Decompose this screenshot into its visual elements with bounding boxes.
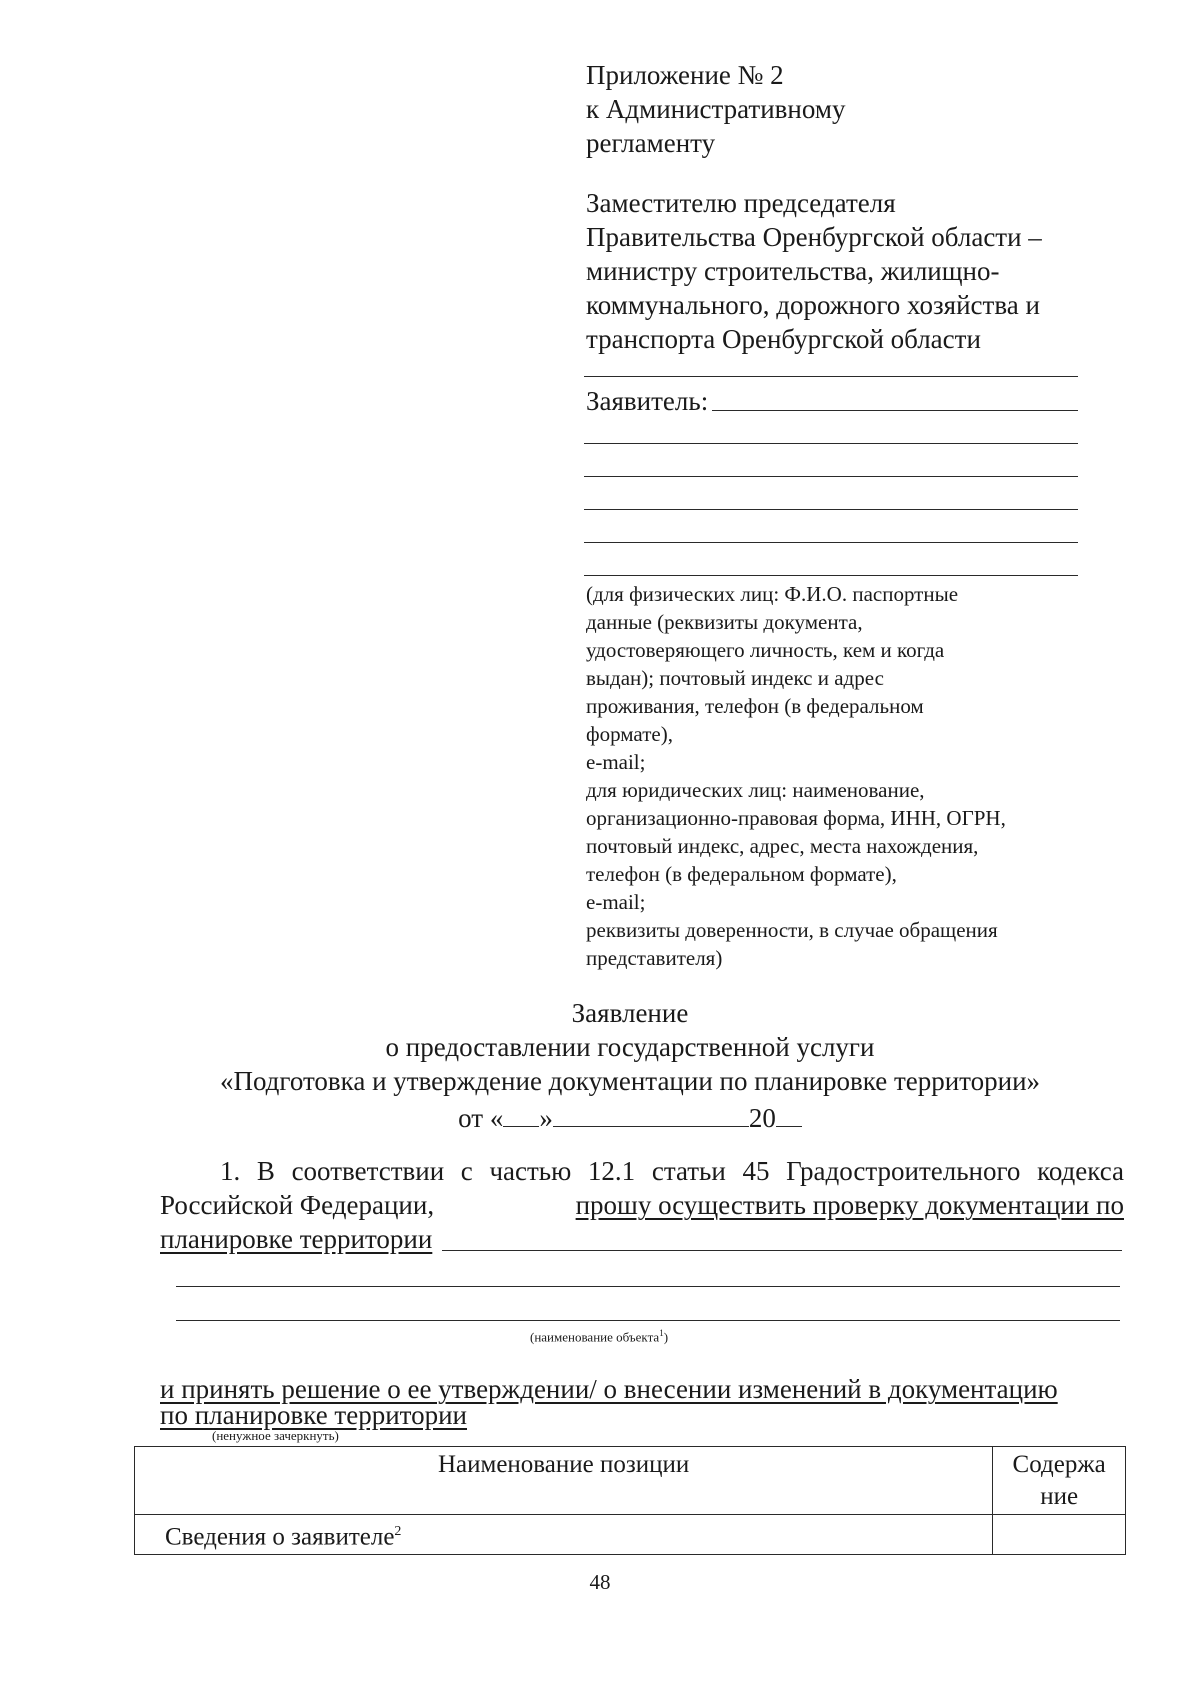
p1-underlined-text: прошу осуществить проверку документации по (575, 1190, 1124, 1220)
p1-underlined-text: планировке территории (160, 1224, 433, 1254)
object-field-line (442, 1250, 1122, 1251)
paragraph-1-line-3 (160, 1222, 432, 1256)
hint-line: представителя) (586, 946, 723, 970)
hint-line: телефон (в федеральном формате), (586, 862, 897, 886)
addressee-line: Правительства Оренбургской области – (586, 222, 1042, 252)
row-label-text: Сведения о заявителе (165, 1523, 395, 1551)
paragraph-2-line-2 (160, 1398, 467, 1432)
date-month-blank (553, 1098, 749, 1127)
applicant-field-line (584, 476, 1078, 477)
applicant-field-line (584, 575, 1078, 576)
hint-line: для юридических лиц: наименование, (586, 778, 925, 802)
paragraph-1-line-1: 1. В соответствии с частью 12.1 статьи 45 Градостроительного кодекса (220, 1156, 1124, 1186)
date-year: 20 (748, 1103, 776, 1133)
object-caption (530, 1328, 668, 1345)
appendix-line: к Административному (586, 94, 846, 124)
applicant-field-line (712, 410, 1078, 411)
date-day-blank (503, 1098, 539, 1127)
object-field-line (176, 1320, 1120, 1321)
addressee-line: коммунального, дорожного хозяйства и (586, 290, 1040, 320)
p2-line: по планировке территории (160, 1400, 468, 1430)
p2-line: и принять решение о ее утверждении/ о внесении изменений в документацию (160, 1374, 1058, 1404)
appendix-heading (586, 58, 845, 160)
p1-text: Российской Федерации, (160, 1190, 435, 1220)
title-line: «Подготовка и утверждение документации по планировке территории» (219, 1066, 1041, 1096)
col-header-content (993, 1447, 1126, 1515)
appendix-line: Приложение № 2 (586, 60, 784, 90)
applicant-hint (586, 580, 1006, 972)
addressee-line: транспорта Оренбургской области (586, 324, 981, 354)
strike-caption: (ненужное зачеркнуть) (212, 1428, 339, 1443)
object-caption-end: ) (663, 1329, 669, 1345)
paragraph-1-line-2 (160, 1188, 1124, 1222)
date-prefix: от « (458, 1103, 504, 1133)
hint-line: формате), (586, 722, 673, 746)
col-header-content-line: Содержа (1012, 1451, 1106, 1478)
applicant-field-line (584, 509, 1078, 510)
document-title (150, 996, 1110, 1135)
hint-line: удостоверяющего личность, кем и когда (586, 638, 945, 662)
table-row (135, 1515, 1126, 1555)
appendix-line: регламенту (586, 128, 716, 158)
hint-line: e-mail; (586, 750, 646, 774)
addressee-block (586, 186, 1042, 356)
title-date (150, 1098, 1110, 1135)
hint-line: (для физических лиц: Ф.И.О. паспортные (586, 582, 959, 606)
applicant-field-line (584, 542, 1078, 543)
col-header-content-line: ние (1040, 1483, 1079, 1510)
addressee-line: министру строительства, жилищно- (586, 256, 1000, 286)
applicant-label: Заявитель: (586, 386, 709, 416)
hint-line: данные (реквизиты документа, (586, 610, 863, 634)
title-line: о предоставлении государственной услуги (385, 1032, 875, 1062)
row-value (993, 1515, 1126, 1555)
hint-line: e-mail; (586, 890, 646, 914)
addressee-blank-line (584, 376, 1078, 377)
col-header-name: Наименование позиции (135, 1447, 993, 1515)
applicant-field-line (584, 443, 1078, 444)
hint-line: выдан); почтовый индекс и адрес (586, 666, 884, 690)
hint-line: проживания, телефон (в федеральном (586, 694, 924, 718)
table-header-row (135, 1447, 1126, 1515)
page-number: 48 (589, 1570, 611, 1594)
row-label (135, 1515, 993, 1555)
object-caption-text: (наименование объекта (530, 1329, 660, 1345)
hint-line: почтовый индекс, адрес, места нахождения, (586, 834, 979, 858)
position-table (134, 1446, 1126, 1555)
hint-line: реквизиты доверенности, в случае обращения (586, 918, 998, 942)
hint-line: организационно-правовая форма, ИНН, ОГРН, (586, 806, 1006, 830)
footnote-ref: 1 (659, 1328, 664, 1338)
object-field-line (176, 1286, 1120, 1287)
title-line: Заявление (571, 998, 689, 1028)
addressee-line: Заместителю председателя (586, 188, 896, 218)
date-mid: » (539, 1103, 553, 1133)
footnote-ref: 2 (394, 1524, 402, 1539)
date-year-blank (776, 1098, 802, 1127)
